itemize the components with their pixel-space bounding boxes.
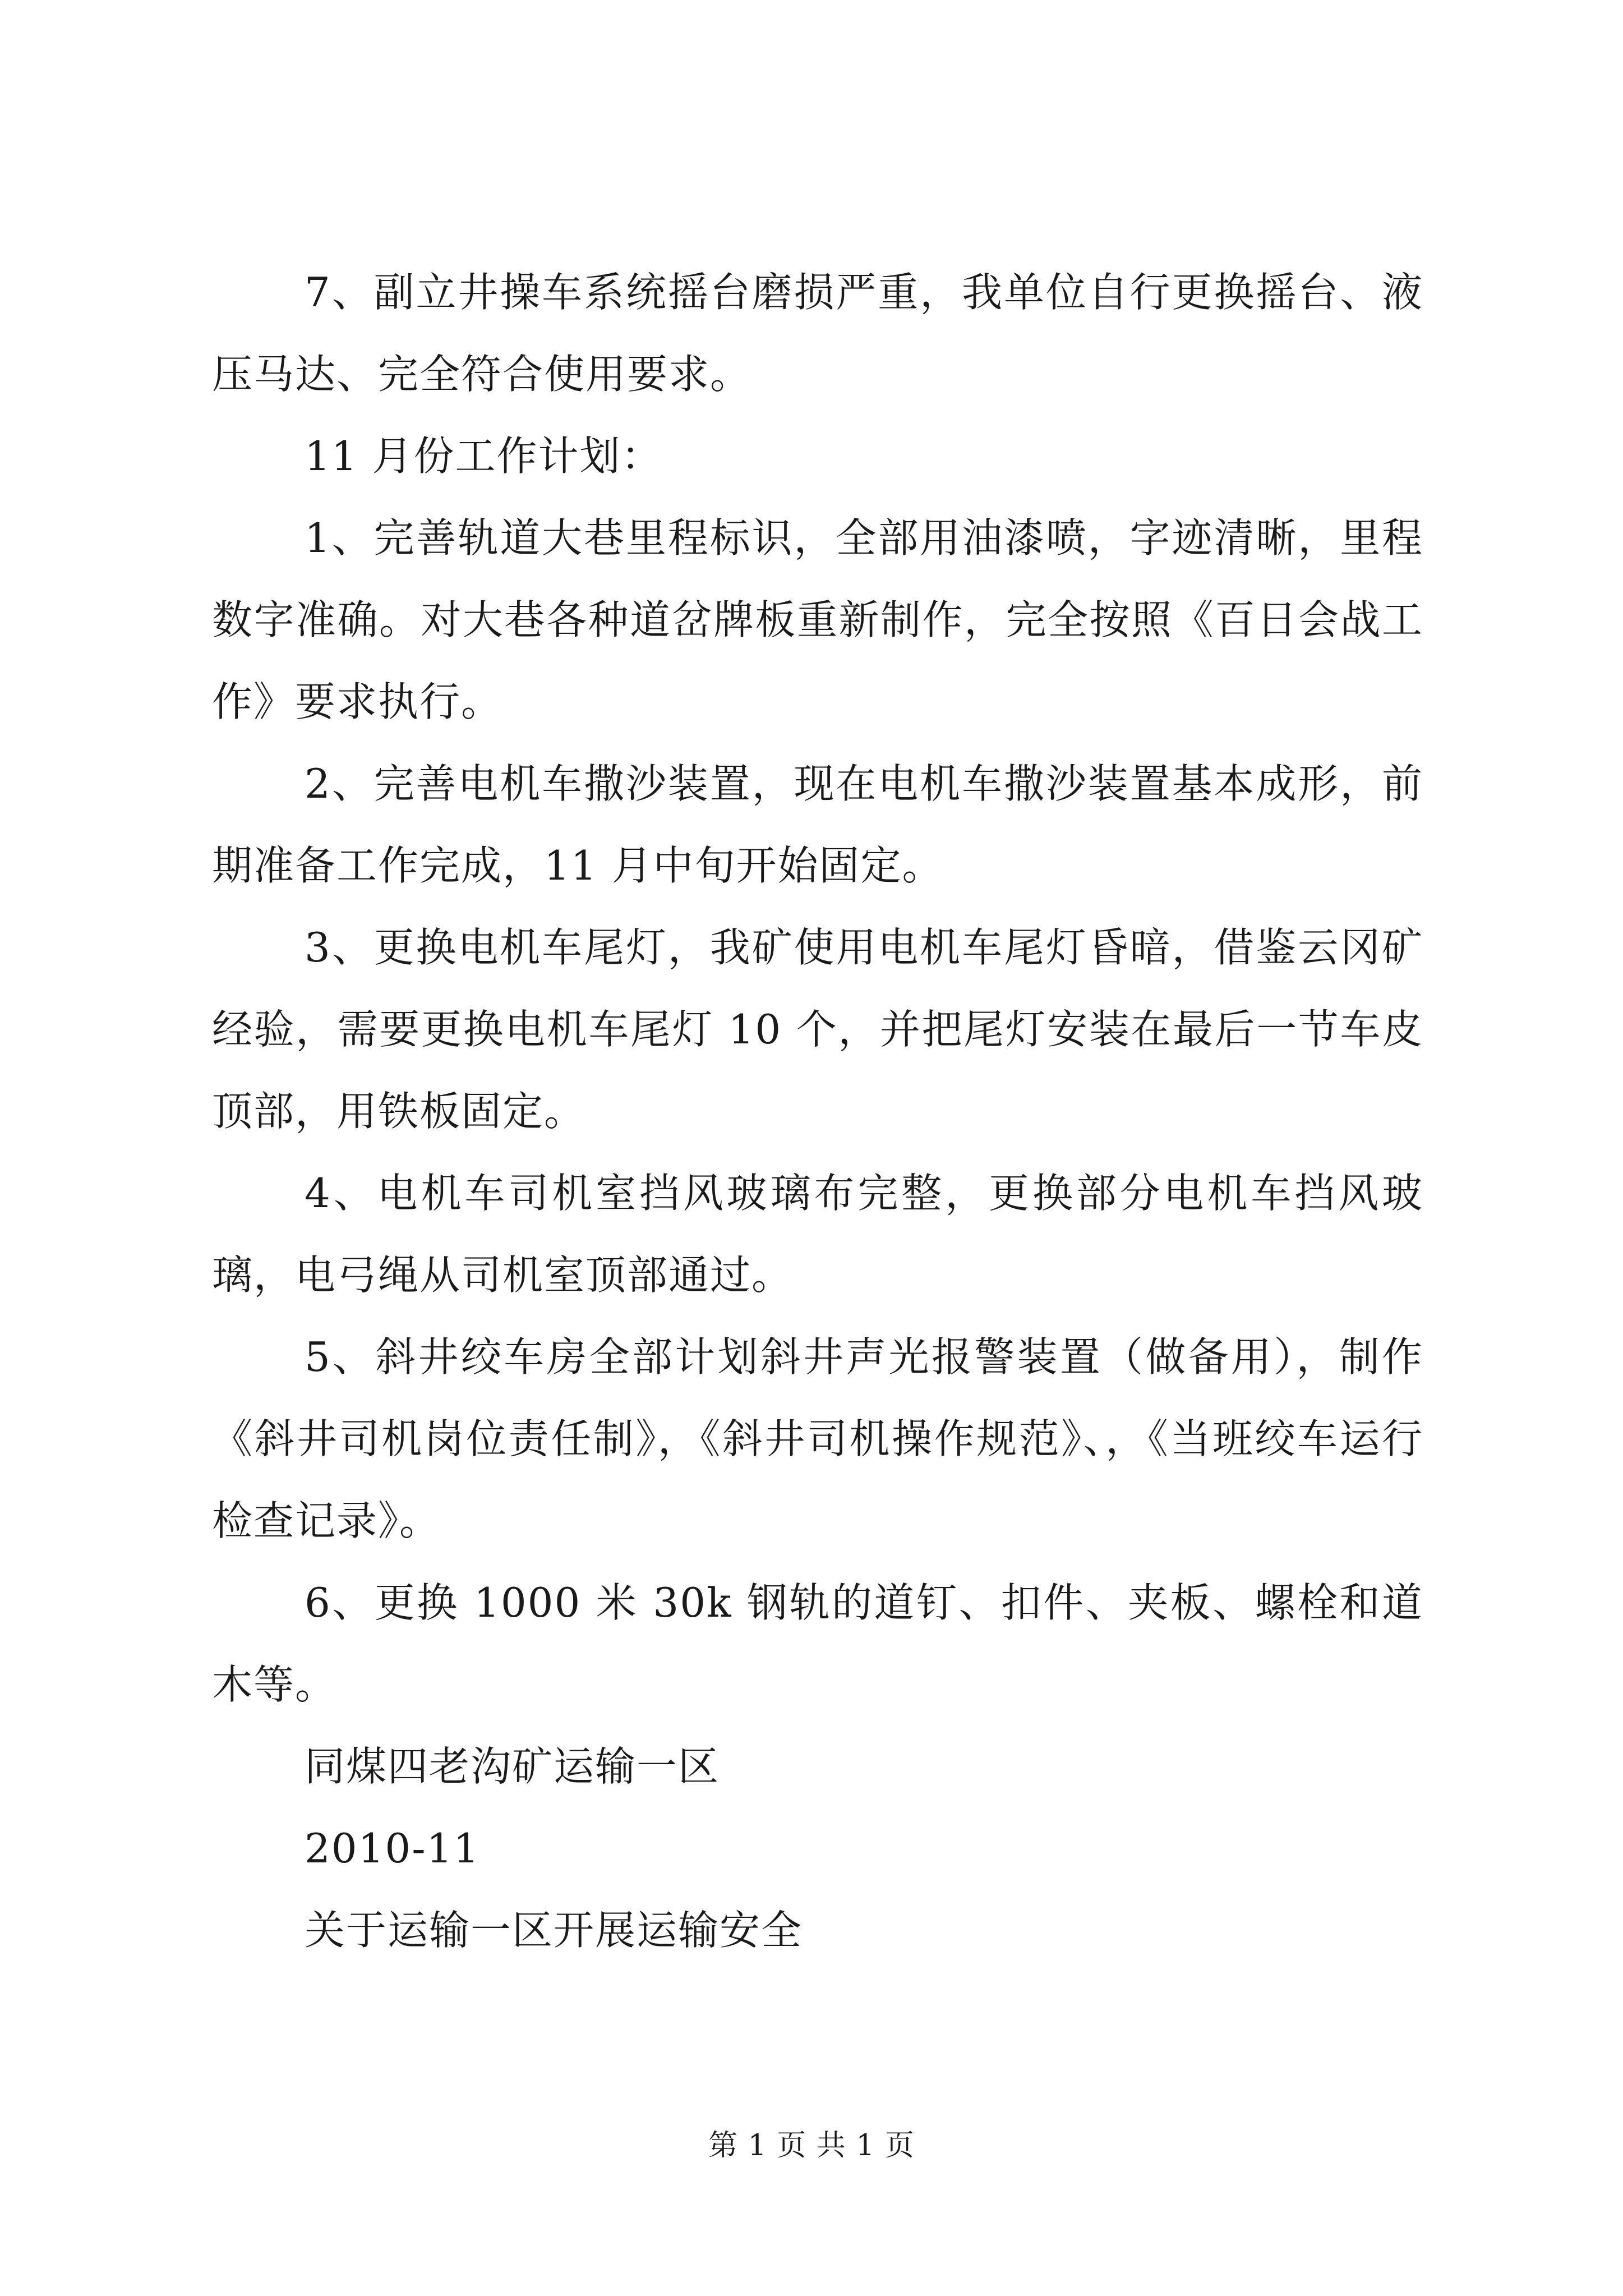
next-title: 关于运输一区开展运输安全 xyxy=(305,1907,803,1954)
plan-item-6: 6、更换 1000 米 30k 钢轨的道钉、扣件、夹板、螺栓和道木等。 xyxy=(212,1579,1423,1708)
plan-item-5: 5、斜井绞车房全部计划斜井声光报警装置（做备用），制作《斜井司机岗位责任制》，《斜井司机操作规范》、，《当班绞车运行检查记录》。 xyxy=(212,1333,1423,1544)
document-body xyxy=(212,251,1423,1971)
signature-org: 同煤四老沟矿运输一区 xyxy=(305,1743,720,1790)
plan-item-3: 3、更换电机车尾灯，我矿使用电机车尾灯昏暗，借鉴云冈矿经验，需要更换电机车尾灯 10 个，并把尾灯安装在最后一节车皮顶部，用铁板固定。 xyxy=(212,924,1423,1135)
page-footer: 第 1 页 共 1 页 xyxy=(708,2129,915,2162)
paragraph-item-7: 7、副立井操车系统摇台磨损严重，我单位自行更换摇台、液压马达、完全符合使用要求。 xyxy=(212,269,1423,398)
signature-date: 2010-11 xyxy=(305,1825,481,1872)
plan-item-1: 1、完善轨道大巷里程标识，全部用油漆喷，字迹清晰，里程数字准确。对大巷各种道岔牌板重新制作，完全按照《百日会战工作》要求执行。 xyxy=(212,514,1423,725)
plan-item-4: 4、电机车司机室挡风玻璃布完整，更换部分电机车挡风玻璃，电弓绳从司机室顶部通过。 xyxy=(212,1170,1423,1299)
plan-heading: 11 月份工作计划： xyxy=(305,432,663,480)
plan-item-2: 2、完善电机车撒沙装置，现在电机车撒沙装置基本成形，前期准备工作完成，11 月中旬开始固定。 xyxy=(212,760,1423,889)
